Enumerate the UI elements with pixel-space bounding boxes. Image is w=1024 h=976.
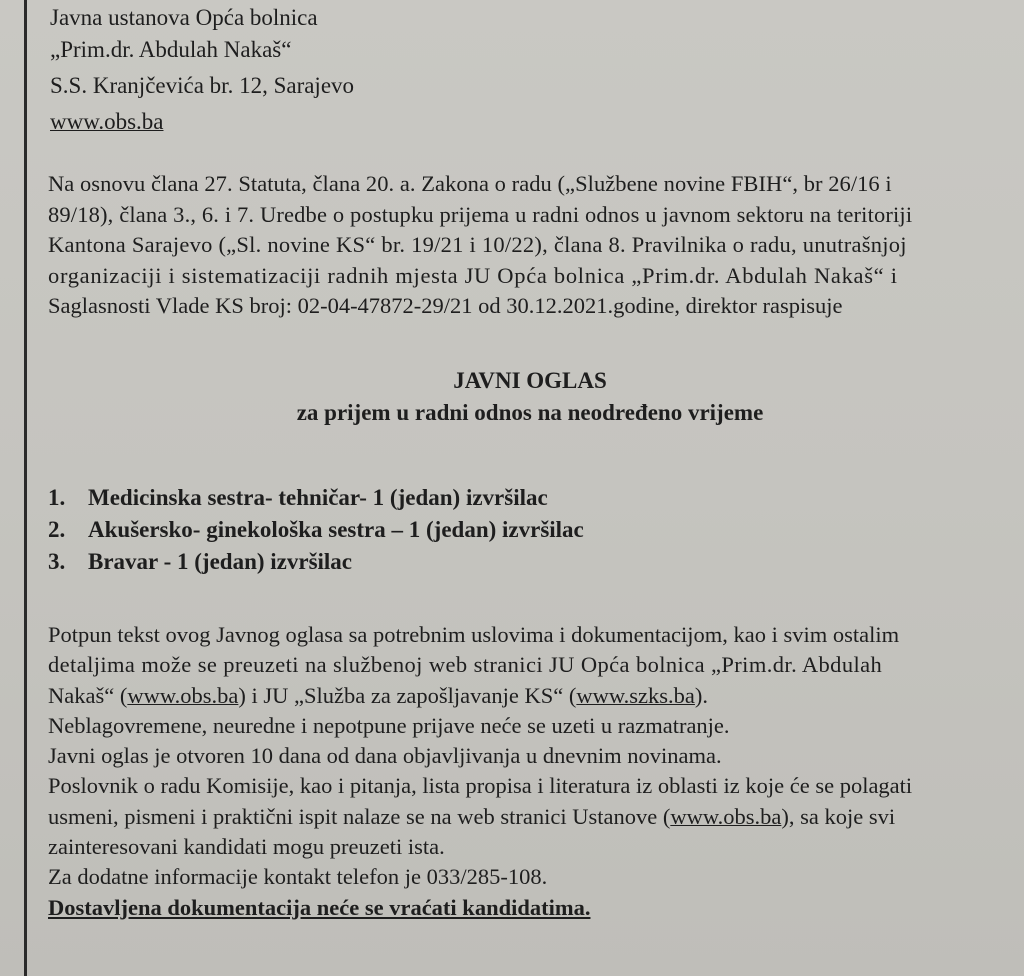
preamble-paragraph — [48, 169, 1016, 322]
positions-list — [48, 482, 584, 578]
obs-website-link[interactable]: www.obs.ba — [670, 803, 782, 829]
ad-subtitle: za prijem u radni odnos na neodređeno vrijeme — [296, 400, 764, 425]
institution-name: Javna ustanova Opća bolnica — [50, 5, 318, 30]
institution-address: S.S. Kranjčevića br. 12, Sarajevo — [50, 73, 355, 98]
preamble-line: Kantona Sarajevo („Sl. novine KS“ br. 19/21 i 10/22), člana 8. Pravilnika o radu, unutrašnjoj — [48, 232, 907, 257]
list-item-text: Bravar - 1 (jedan) izvršilac — [88, 549, 353, 574]
notice-line: Za dodatne informacije kontakt telefon je 033/285-108. — [48, 864, 548, 890]
list-item-text: Medicinska sestra- tehničar- 1 (jedan) izvršilac — [88, 485, 548, 510]
left-border-rule — [24, 0, 27, 976]
preamble-line: 89/18), člana 3., 6. i 7. Uredbe o postupku prijema u radni odnos u javnom sektoru na teritoriji — [48, 201, 913, 227]
notice-line: Javni oglas je otvoren 10 dana od dana objavljivanja u dnevnim novinama. — [48, 743, 722, 769]
notice-text: usmeni, pismeni i praktični ispit nalaze se na web stranici Ustanove ( — [48, 803, 671, 829]
notice-text: ). — [694, 682, 709, 708]
notice-text: ), sa koje svi — [781, 803, 896, 829]
institution-website-link[interactable]: www.obs.ba — [50, 109, 164, 134]
preamble-line: organizaciji i sistematizaciji radnih mjesta JU Opća bolnica „Prim.dr. Abdulah Nakaš“ i — [48, 262, 898, 288]
notice-text: Nakaš“ ( — [48, 682, 128, 708]
notice-line: Neblagovremene, neuredne i nepotpune prijave neće se uzeti u razmatranje. — [48, 712, 730, 738]
list-item-number: 1. — [48, 485, 66, 510]
szks-website-link[interactable]: www.szks.ba — [576, 682, 695, 708]
ad-title: JAVNI OGLAS — [453, 368, 607, 393]
list-item — [48, 546, 584, 578]
list-item-number: 3. — [48, 549, 66, 574]
list-item — [48, 514, 584, 546]
list-item-number: 2. — [48, 517, 66, 542]
notice-line: detaljima može se preuzeti na službenoj web stranici JU Opća bolnica „Prim.dr. Abdulah — [48, 652, 883, 678]
list-item-text: Akušersko- ginekološka sestra – 1 (jedan) izvršilac — [88, 517, 584, 542]
institution-full-name: „Prim.dr. Abdulah Nakaš“ — [50, 37, 292, 62]
preamble-line: Saglasnosti Vlade KS broj: 02-04-47872-29/21 od 30.12.2021.godine, direktor raspisuje — [48, 293, 843, 318]
notice-closing-statement: Dostavljena dokumentacija neće se vraćati kandidatima. — [48, 894, 591, 920]
notice-line — [48, 681, 1018, 711]
obs-website-link[interactable]: www.obs.ba — [127, 682, 239, 708]
notice-line: Poslovnik o radu Komisije, kao i pitanja, lista propisa i literatura iz oblasti iz koje će se polagati — [48, 773, 913, 799]
notice-line — [48, 802, 1018, 832]
preamble-line: Na osnovu člana 27. Statuta, člana 20. a. Zakona o radu („Službene novine FBIH“, br 26/16 i — [48, 171, 892, 196]
notice-line: zainteresovani kandidati mogu preuzeti ista. — [48, 834, 445, 860]
notice-body — [48, 620, 1018, 923]
notice-text: ) i JU „Služba za zapošljavanje KS“ ( — [238, 682, 577, 708]
notice-line: Potpun tekst ovog Javnog oglasa sa potrebnim uslovima i dokumentacijom, kao i svim ostalim — [48, 622, 900, 647]
list-item — [48, 482, 584, 514]
